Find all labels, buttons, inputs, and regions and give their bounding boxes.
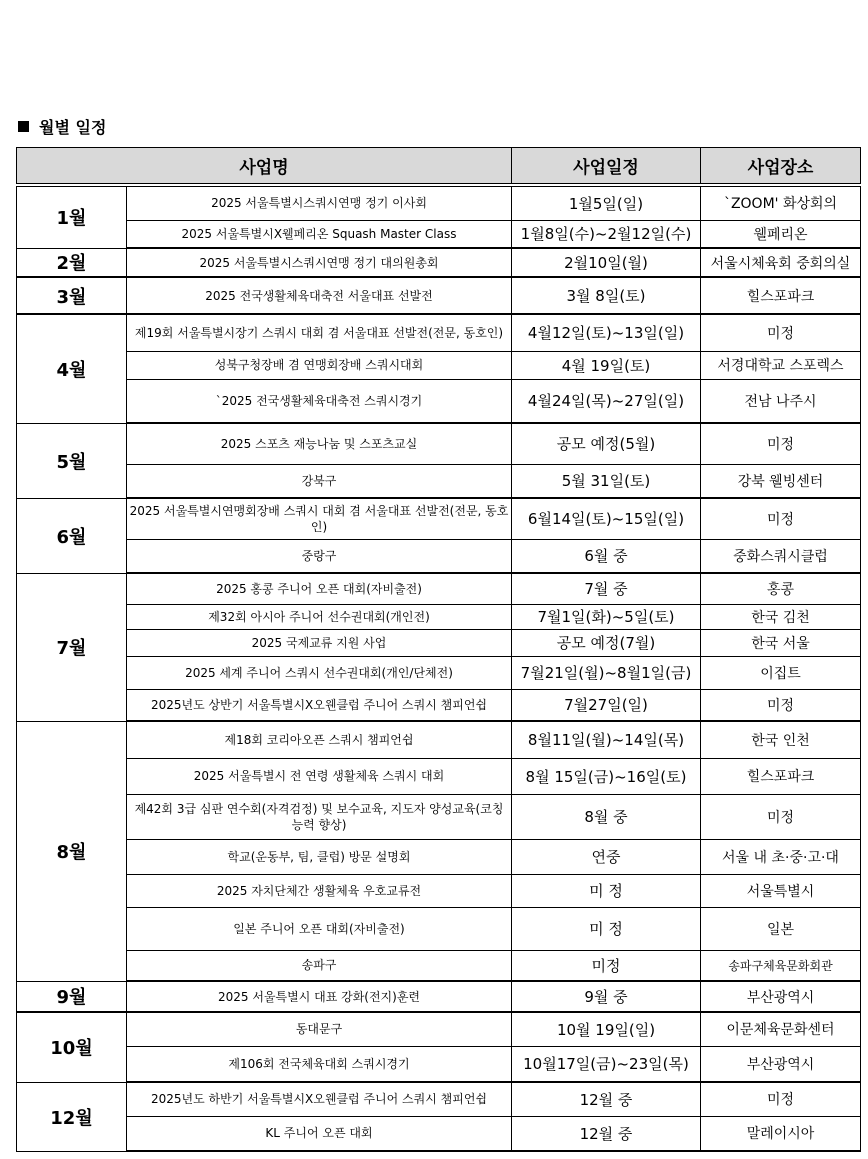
event-name: 2025 세계 주니어 스쿼시 선수권대회(개인/단체전) xyxy=(127,656,512,689)
event-place: 미정 xyxy=(701,794,861,839)
event-date: 8월 중 xyxy=(512,794,701,839)
event-name: 일본 주니어 오픈 대회(자비출전) xyxy=(127,907,512,950)
table-row xyxy=(17,351,861,379)
table-row xyxy=(17,794,861,839)
event-name: 송파구 xyxy=(127,950,512,981)
table-row xyxy=(17,1012,861,1046)
event-name: 2025 서울특별시스쿼시연맹 정기 대의원총회 xyxy=(127,248,512,277)
table-row xyxy=(17,498,861,539)
month-cell: 5월 xyxy=(17,423,127,498)
event-place: 서울시체육회 중회의실 xyxy=(701,248,861,277)
table-row xyxy=(17,539,861,573)
table-row xyxy=(17,689,861,721)
event-place: 한국 서울 xyxy=(701,629,861,656)
event-date: 미 정 xyxy=(512,907,701,950)
event-date: 미 정 xyxy=(512,874,701,907)
event-date: 6월 중 xyxy=(512,539,701,573)
section-heading-label: 월별 일정 xyxy=(39,118,107,137)
table-row xyxy=(17,1046,861,1082)
month-cell: 1월 xyxy=(17,185,127,248)
month-cell: 3월 xyxy=(17,277,127,314)
event-name: 학교(운동부, 팀, 클럽) 방문 설명회 xyxy=(127,839,512,874)
event-date: 10월 19일(일) xyxy=(512,1012,701,1046)
event-date: 9월 중 xyxy=(512,981,701,1012)
event-name: 2025 서울특별시 대표 강화(전지)훈련 xyxy=(127,981,512,1012)
schedule-body xyxy=(17,185,861,1151)
event-name: 제42회 3급 심판 연수회(자격검정) 및 보수교육, 지도자 양성교육(코칭 능력 향상) xyxy=(127,794,512,839)
event-place: 미정 xyxy=(701,314,861,351)
table-row xyxy=(17,758,861,794)
month-cell: 4월 xyxy=(17,314,127,423)
event-place: 한국 김천 xyxy=(701,604,861,629)
event-date: 8월11일(월)~14일(목) xyxy=(512,721,701,758)
event-date: 10월17일(금)~23일(목) xyxy=(512,1046,701,1082)
event-name: 제18회 코리아오픈 스쿼시 챔피언쉽 xyxy=(127,721,512,758)
event-name: 강북구 xyxy=(127,464,512,498)
header-name: 사업명 xyxy=(17,148,512,186)
event-date: 공모 예정(7월) xyxy=(512,629,701,656)
event-date: 6월14일(토)~15일(일) xyxy=(512,498,701,539)
table-row xyxy=(17,1116,861,1151)
square-bullet-icon xyxy=(18,121,29,132)
table-row xyxy=(17,839,861,874)
table-row xyxy=(17,950,861,981)
table-row xyxy=(17,185,861,220)
event-place: 웰페리온 xyxy=(701,220,861,248)
event-date: 12월 중 xyxy=(512,1116,701,1151)
event-date: 3월 8일(토) xyxy=(512,277,701,314)
table-row xyxy=(17,248,861,277)
schedule-table xyxy=(16,147,861,1152)
event-place: 전남 나주시 xyxy=(701,379,861,423)
table-row xyxy=(17,907,861,950)
event-place: 미정 xyxy=(701,1082,861,1116)
event-date: 4월12일(토)~13일(일) xyxy=(512,314,701,351)
event-place: 송파구체육문화회관 xyxy=(701,950,861,981)
event-place: 홍콩 xyxy=(701,573,861,604)
event-name: 2025 서울특별시 전 연령 생활체육 스쿼시 대회 xyxy=(127,758,512,794)
event-date: 연중 xyxy=(512,839,701,874)
event-date: 7월27일(일) xyxy=(512,689,701,721)
event-name: 제32회 아시아 주니어 선수권대회(개인전) xyxy=(127,604,512,629)
table-row xyxy=(17,604,861,629)
event-name: 2025년도 상반기 서울특별시X오웬클럽 주니어 스쿼시 챔피언쉽 xyxy=(127,689,512,721)
event-date: 7월21일(월)~8월1일(금) xyxy=(512,656,701,689)
table-row xyxy=(17,1082,861,1116)
month-cell: 8월 xyxy=(17,721,127,981)
event-date: 공모 예정(5월) xyxy=(512,423,701,464)
event-place: 중화스쿼시클럽 xyxy=(701,539,861,573)
event-date: 5월 31일(토) xyxy=(512,464,701,498)
event-date: 7월 중 xyxy=(512,573,701,604)
event-place: 이집트 xyxy=(701,656,861,689)
event-name: 2025년도 하반기 서울특별시X오웬클럽 주니어 스쿼시 챔피언쉽 xyxy=(127,1082,512,1116)
event-name: 2025 전국생활체육대축전 서울대표 선발전 xyxy=(127,277,512,314)
table-row xyxy=(17,220,861,248)
event-place: 부산광역시 xyxy=(701,1046,861,1082)
event-place: 일본 xyxy=(701,907,861,950)
table-row xyxy=(17,314,861,351)
table-row xyxy=(17,721,861,758)
event-name: KL 주니어 오픈 대회 xyxy=(127,1116,512,1151)
event-name: 중랑구 xyxy=(127,539,512,573)
event-place: 한국 인천 xyxy=(701,721,861,758)
table-row xyxy=(17,981,861,1012)
event-name: 제106회 전국체육대회 스쿼시경기 xyxy=(127,1046,512,1082)
table-row xyxy=(17,573,861,604)
event-name: 2025 홍콩 주니어 오픈 대회(자비출전) xyxy=(127,573,512,604)
event-name: 2025 스포츠 재능나눔 및 스포츠교실 xyxy=(127,423,512,464)
event-date: 4월 19일(토) xyxy=(512,351,701,379)
event-date: 미정 xyxy=(512,950,701,981)
event-place: 힐스포파크 xyxy=(701,277,861,314)
event-place: 서울 내 초·중·고·대 xyxy=(701,839,861,874)
event-name: 2025 서울특별시스쿼시연맹 정기 이사회 xyxy=(127,185,512,220)
event-place: 강북 웰빙센터 xyxy=(701,464,861,498)
event-place: 미정 xyxy=(701,689,861,721)
event-date: 1월8일(수)~2월12일(수) xyxy=(512,220,701,248)
month-cell: 2월 xyxy=(17,248,127,277)
event-place: 부산광역시 xyxy=(701,981,861,1012)
event-place: 미정 xyxy=(701,423,861,464)
event-name: 성북구청장배 겸 연맹회장배 스쿼시대회 xyxy=(127,351,512,379)
month-cell: 6월 xyxy=(17,498,127,573)
month-cell: 7월 xyxy=(17,573,127,721)
table-row xyxy=(17,874,861,907)
event-date: 8월 15일(금)~16일(토) xyxy=(512,758,701,794)
event-date: 7월1일(화)~5일(토) xyxy=(512,604,701,629)
table-row xyxy=(17,423,861,464)
event-name: 2025 서울특별시X웰페리온 Squash Master Class xyxy=(127,220,512,248)
month-cell: 9월 xyxy=(17,981,127,1012)
event-name: `2025 전국생활체육대축전 스쿼시경기 xyxy=(127,379,512,423)
month-cell: 10월 xyxy=(17,1012,127,1082)
table-row xyxy=(17,277,861,314)
event-name: 2025 국제교류 지원 사업 xyxy=(127,629,512,656)
header-date: 사업일정 xyxy=(512,148,701,186)
event-date: 12월 중 xyxy=(512,1082,701,1116)
event-date: 4월24일(목)~27일(일) xyxy=(512,379,701,423)
event-place: `ZOOM' 화상회의 xyxy=(701,185,861,220)
event-place: 말레이시아 xyxy=(701,1116,861,1151)
event-place: 이문체육문화센터 xyxy=(701,1012,861,1046)
event-name: 2025 서울특별시연맹회장배 스쿼시 대회 겸 서울대표 선발전(전문, 동호인) xyxy=(127,498,512,539)
event-place: 힐스포파크 xyxy=(701,758,861,794)
event-name: 2025 자치단체간 생활체육 우호교류전 xyxy=(127,874,512,907)
table-row xyxy=(17,656,861,689)
event-name: 제19회 서울특별시장기 스쿼시 대회 겸 서울대표 선발전(전문, 동호인) xyxy=(127,314,512,351)
event-date: 1월5일(일) xyxy=(512,185,701,220)
section-heading xyxy=(18,115,106,138)
table-row xyxy=(17,464,861,498)
month-cell: 12월 xyxy=(17,1082,127,1151)
event-place: 서경대학교 스포렉스 xyxy=(701,351,861,379)
event-place: 서울특별시 xyxy=(701,874,861,907)
event-name: 동대문구 xyxy=(127,1012,512,1046)
event-place: 미정 xyxy=(701,498,861,539)
header-row xyxy=(17,148,861,186)
header-place: 사업장소 xyxy=(701,148,861,186)
table-row xyxy=(17,629,861,656)
table-row xyxy=(17,379,861,423)
event-date: 2월10일(월) xyxy=(512,248,701,277)
